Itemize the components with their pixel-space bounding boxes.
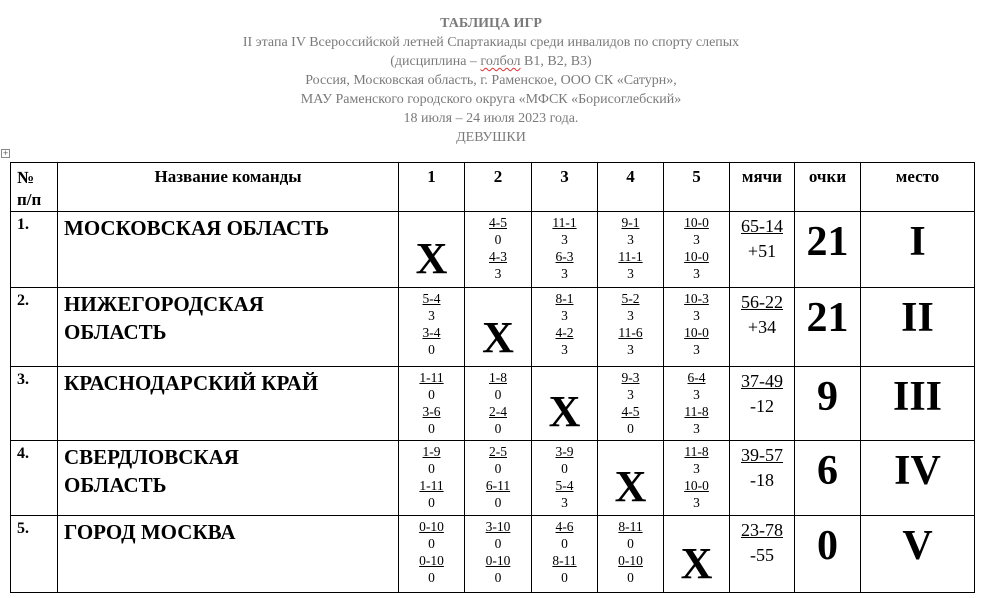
match-2-score: 11-8 [684, 404, 709, 419]
match-1-points: 3 [561, 308, 568, 323]
match-result-cell [532, 288, 598, 367]
balls-total: 23-78 [741, 520, 783, 540]
match-2-points: 0 [428, 570, 435, 585]
match-result-cell [399, 516, 465, 593]
match-2-points: 3 [561, 342, 568, 357]
match-2-points: 0 [428, 495, 435, 510]
team-name [58, 212, 399, 288]
match-result-cell [664, 441, 730, 516]
match-result-cell [532, 441, 598, 516]
match-1-points: 3 [627, 308, 634, 323]
match-1-points: 3 [561, 232, 568, 247]
match-result-cell [532, 212, 598, 288]
match-2-points: 3 [693, 421, 700, 436]
col-header-team: Название команды [58, 163, 399, 212]
balls-cell [730, 212, 795, 288]
table-move-handle-icon[interactable]: + [2, 149, 9, 157]
match-result-cell [598, 516, 664, 593]
match-1-score: 11-8 [684, 444, 709, 459]
col-header-1: 1 [399, 163, 465, 212]
match-1-points: 0 [428, 536, 435, 551]
match-result-cell [598, 367, 664, 441]
col-header-5: 5 [664, 163, 730, 212]
col-header-number-line2: п/п [17, 190, 42, 209]
team-name-line2: ОБЛАСТЬ [64, 473, 167, 497]
balls-cell [730, 367, 795, 441]
match-2-points: 3 [693, 342, 700, 357]
match-1-points: 3 [693, 387, 700, 402]
balls-total: 65-14 [741, 216, 783, 236]
match-1-points: 0 [494, 387, 502, 402]
match-1-points: 0 [428, 387, 435, 402]
match-1-points: 0 [428, 461, 435, 476]
balls-difference: +51 [747, 241, 777, 261]
match-result-cell [465, 367, 532, 441]
header-line-4: МАУ Раменского городского округа «МФСК «Борисоглебский» [300, 92, 682, 107]
match-2-score: 11-1 [618, 249, 643, 264]
place-value: III [861, 367, 975, 441]
header-line-2-pre: (дисциплина – [390, 54, 481, 69]
self-match-cross: X [664, 516, 730, 593]
team-name [58, 441, 399, 516]
header-line-6: ДЕВУШКИ [456, 130, 526, 145]
match-2-points: 0 [494, 421, 502, 436]
balls-cell [730, 516, 795, 593]
match-2-points: 3 [561, 495, 568, 510]
match-2-score: 6-3 [555, 249, 574, 264]
place-value: IV [861, 441, 975, 516]
points-value: 21 [795, 212, 861, 288]
match-2-score: 10-0 [684, 249, 709, 264]
match-1-score: 8-11 [618, 519, 643, 534]
balls-difference: -18 [750, 470, 774, 490]
match-2-points: 3 [693, 495, 700, 510]
match-1-score: 4-6 [555, 519, 574, 534]
match-result-cell [399, 441, 465, 516]
table-row [11, 212, 975, 288]
header-line-3: Россия, Московская область, г. Раменское, ООО СК «Сатурн», [305, 73, 677, 88]
self-match-cross: X [598, 441, 664, 516]
match-2-points: 3 [561, 266, 568, 281]
match-1-score: 11-1 [552, 215, 577, 230]
match-result-cell [598, 212, 664, 288]
match-2-points: 3 [693, 266, 700, 281]
match-2-points: 3 [627, 342, 634, 357]
match-2-score: 8-11 [552, 553, 577, 568]
team-name-line1: СВЕРДЛОВСКАЯ [64, 445, 239, 469]
col-header-4: 4 [598, 163, 664, 212]
match-1-points: 0 [494, 536, 502, 551]
place-value: II [861, 288, 975, 367]
place-value: V [861, 516, 975, 593]
match-1-score: 9-3 [621, 370, 640, 385]
col-header-3: 3 [532, 163, 598, 212]
self-match-cross: X [399, 212, 465, 288]
match-result-cell [664, 367, 730, 441]
match-2-score: 3-6 [422, 404, 441, 419]
table-row [11, 441, 975, 516]
balls-difference: -55 [750, 545, 774, 565]
match-2-points: 0 [494, 495, 502, 510]
team-name [58, 516, 399, 593]
match-2-score: 10-0 [684, 325, 709, 340]
row-number: 5. [11, 516, 58, 593]
match-2-points: 0 [494, 570, 502, 585]
match-1-points: 0 [561, 536, 568, 551]
match-2-score: 11-6 [618, 325, 643, 340]
games-table [10, 162, 975, 593]
match-2-score: 1-11 [419, 478, 444, 493]
match-2-points: 0 [627, 570, 634, 585]
match-result-cell [465, 212, 532, 288]
balls-difference: -12 [750, 396, 774, 416]
col-header-place: место [861, 163, 975, 212]
match-1-points: 0 [627, 536, 634, 551]
match-2-score: 3-4 [422, 325, 441, 340]
balls-difference: +34 [747, 317, 777, 337]
team-name-line1: НИЖЕГОРОДСКАЯ [64, 292, 264, 316]
match-1-points: 3 [693, 232, 700, 247]
match-result-cell [532, 516, 598, 593]
match-2-points: 3 [494, 266, 502, 281]
points-value: 21 [795, 288, 861, 367]
header-line-2-post: В1, В2, В3) [520, 54, 592, 69]
balls-total: 37-49 [741, 371, 783, 391]
table-row [11, 516, 975, 593]
team-name [58, 367, 399, 441]
table-row [11, 288, 975, 367]
match-2-score: 2-4 [489, 404, 507, 419]
self-match-cross: X [465, 288, 532, 367]
match-2-score: 4-3 [489, 249, 507, 264]
team-name-line1: МОСКОВСКАЯ ОБЛАСТЬ [64, 216, 330, 240]
match-1-score: 10-0 [684, 215, 709, 230]
match-2-score: 0-10 [618, 553, 643, 568]
match-1-points: 3 [627, 232, 634, 247]
col-header-number-line1: № [17, 168, 35, 187]
match-result-cell [399, 367, 465, 441]
match-2-score: 4-5 [621, 404, 640, 419]
team-name-line1: ГОРОД МОСКВА [64, 520, 236, 544]
col-header-points: очки [795, 163, 861, 212]
row-number: 1. [11, 212, 58, 288]
match-2-score: 5-4 [555, 478, 574, 493]
table-row [11, 367, 975, 441]
match-1-score: 1-11 [419, 370, 444, 385]
header-line-1: II этапа IV Всероссийской летней Спартакиады среди инвалидов по спорту слепых [242, 35, 740, 50]
match-2-points: 3 [627, 266, 634, 281]
self-match-cross: X [532, 367, 598, 441]
spellcheck-word: голбол [480, 54, 521, 69]
col-header-2: 2 [465, 163, 532, 212]
row-number: 2. [11, 288, 58, 367]
match-1-score: 5-2 [621, 291, 640, 306]
match-1-score: 6-4 [687, 370, 706, 385]
match-1-score: 1-8 [489, 370, 507, 385]
match-1-score: 4-5 [489, 215, 507, 230]
match-result-cell [465, 441, 532, 516]
match-2-score: 0-10 [419, 553, 444, 568]
match-1-score: 9-1 [621, 215, 640, 230]
row-number: 3. [11, 367, 58, 441]
team-name-line2: ОБЛАСТЬ [64, 320, 167, 344]
match-1-score: 3-10 [485, 519, 511, 534]
document-title: ТАБЛИЦА ИГР [440, 16, 542, 31]
header-line-2 [0, 52, 982, 71]
place-value: I [861, 212, 975, 288]
match-2-points: 0 [627, 421, 634, 436]
header-line-5: 18 июля – 24 июля 2023 года. [403, 111, 579, 126]
match-2-score: 4-2 [555, 325, 574, 340]
document-header [0, 14, 982, 147]
match-1-points: 3 [693, 308, 700, 323]
match-2-points: 0 [428, 342, 435, 357]
match-1-score: 3-9 [555, 444, 574, 459]
points-value: 6 [795, 441, 861, 516]
match-1-score: 8-1 [555, 291, 574, 306]
match-2-points: 0 [561, 570, 568, 585]
balls-total: 39-57 [741, 445, 783, 465]
match-1-score: 0-10 [419, 519, 444, 534]
team-name [58, 288, 399, 367]
match-result-cell [598, 288, 664, 367]
team-name-line1: КРАСНОДАРСКИЙ КРАЙ [64, 371, 319, 395]
match-1-score: 5-4 [422, 291, 441, 306]
match-2-score: 0-10 [485, 553, 511, 568]
match-1-points: 0 [494, 461, 502, 476]
match-result-cell [664, 288, 730, 367]
match-1-score: 10-3 [684, 291, 709, 306]
balls-cell [730, 441, 795, 516]
points-value: 0 [795, 516, 861, 593]
match-2-score: 10-0 [684, 478, 709, 493]
points-value: 9 [795, 367, 861, 441]
match-1-points: 0 [561, 461, 568, 476]
balls-total: 56-22 [741, 292, 783, 312]
match-result-cell [399, 288, 465, 367]
match-2-points: 0 [428, 421, 435, 436]
col-header-balls: мячи [730, 163, 795, 212]
row-number: 4. [11, 441, 58, 516]
match-result-cell [465, 516, 532, 593]
balls-cell [730, 288, 795, 367]
table-header-row [11, 163, 975, 212]
match-2-score: 6-11 [485, 478, 511, 493]
match-1-points: 0 [494, 232, 502, 247]
match-1-points: 3 [428, 308, 435, 323]
match-1-score: 2-5 [489, 444, 507, 459]
match-1-points: 3 [693, 461, 700, 476]
col-header-number [11, 163, 58, 212]
match-1-points: 3 [627, 387, 634, 402]
match-result-cell [664, 212, 730, 288]
match-1-score: 1-9 [422, 444, 441, 459]
